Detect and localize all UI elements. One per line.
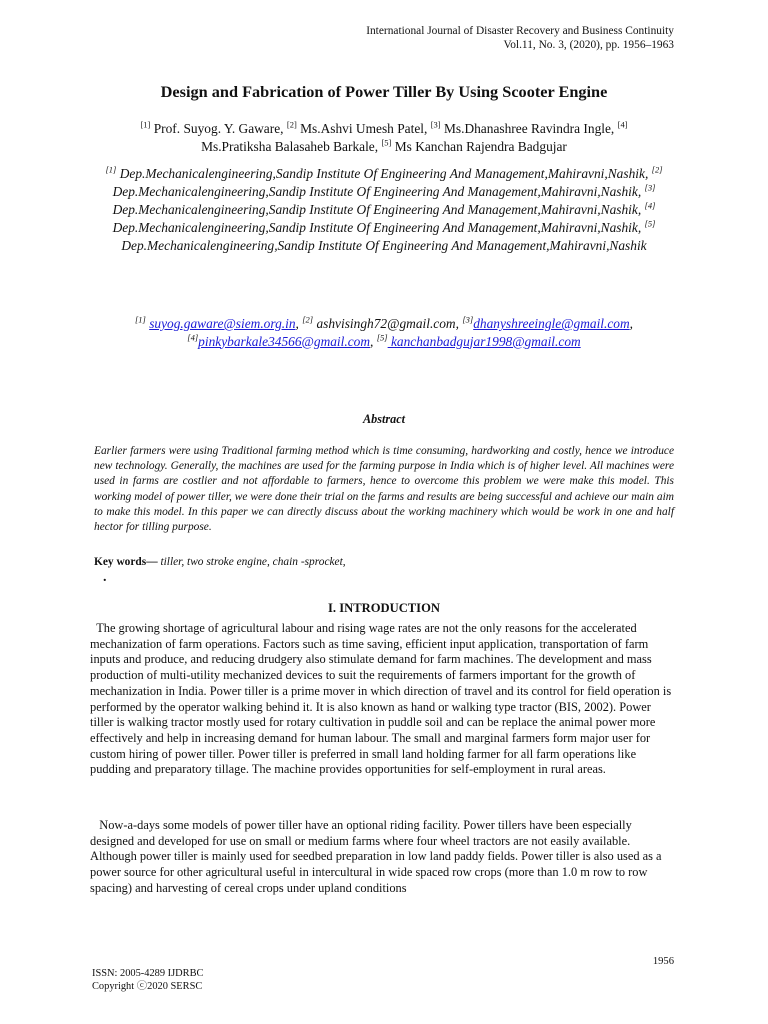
journal-name: International Journal of Disaster Recovery and Business Continuity [366, 25, 674, 37]
affiliation-text: Dep.Mechanicalengineering,Sandip Institute Of Engineering And Management,Mahiravni,Nashik [121, 238, 647, 253]
email-separator: , [295, 316, 303, 331]
email-list [40, 315, 728, 350]
author-list [60, 120, 708, 156]
volume-info: Vol.11, No. 3, (2020), pp. 1956–1963 [503, 39, 674, 51]
intro-paragraph-1: The growing shortage of agricultural labour and rising wage rates are not the only reasons for the accelerated mechanization of farm operations. Factors such as time saving, efficient input application, transportation of farm inputs and produce, and reducing drudgery also stimulate demand for farm machines. The development and mass production of multi-utility mechanized devices to suit the requirements of farmers important for the growth of mechanization in India. Power tiller is a prime mover in which direction of travel and its control for field operation is performed by the operator walking behind it. It is also known as hand or walking type tractor (BIS, 2002). Power tiller is walking tractor mostly used for rotary cultivation in puddle soil and can be replace the animal power more effectively and help in increasing demand for human labour. The small and marginal farmers form major user for custom hiring of power tiller. Power tiller is preferred in small land holding farmer for all farm operations like pudding and preparatory tillage. The machine provides opportunities for self-employment in rural areas. [90, 621, 672, 777]
affiliation-mark: [3] [644, 182, 656, 193]
intro-paragraph-2: Now-a-days some models of power tiller have an optional riding facility. Power tillers have been especially designed and developed for use on small or medium farms where four wheel tractors are not easily available. Although power tiller is mainly used for seedbed preparation in low land paddy fields. Power tiller is also used as a power source for other agricultural useful in intercultural in wide spaced row crops (more than 1.0 m row to row spacing) and harvesting of cereal crops under upland conditions [90, 818, 662, 895]
affiliation-mark: [1] [105, 164, 117, 175]
email-mark: [5] [376, 332, 388, 343]
affiliation-text: Dep.Mechanicalengineering,Sandip Institute Of Engineering And Management,Mahiravni,Nashik, [112, 202, 645, 217]
email-link-4[interactable]: pinkybarkale34566@gmail.com [198, 333, 371, 349]
email-mark: [3] [462, 314, 474, 325]
author-name: Ms Kanchan Rajendra Badgujar [391, 139, 567, 154]
author-name: Ms.Dhanashree Ravindra Ingle, [440, 121, 618, 136]
abstract-heading: Abstract [363, 412, 405, 426]
affiliation-mark: [2] [651, 164, 663, 175]
email-separator: , [455, 316, 463, 331]
email-mark: [4] [187, 332, 199, 343]
author-name: Ms.Pratiksha Balasaheb Barkale, [201, 139, 382, 154]
keywords-label: Key words— [94, 556, 158, 568]
author-name: Ms.Ashvi Umesh Patel, [296, 121, 431, 136]
issn-text: ISSN: 2005-4289 IJDRBC [92, 968, 204, 979]
affiliation-text: Dep.Mechanicalengineering,Sandip Institute Of Engineering And Management,Mahiravni,Nashik, [112, 184, 645, 199]
author-mark: [3] [430, 119, 441, 130]
abstract-body: Earlier farmers were using Traditional farming method which is time consuming, hardworking and costly, hence we introduce new technology. Generally, the machines are used for the farming purpose in India which is of higher level. All machines were used in farms are costlier and not affordable to farmers, hence to overcome this problem we were make this model. This working model of power tiller, we were done their trial on the farms and results are being successful and achieve our main aim to make this model. In this paper we can directly discuss about the working machinery which would be work in one and half hector for tilling purpose. [94, 445, 674, 534]
email-text-2: ashvisingh72@gmail.com [313, 316, 456, 331]
keywords-text: tiller, two stroke engine, chain -sprocket, [157, 556, 346, 568]
affiliation-mark: [5] [644, 218, 656, 229]
affiliation-mark: [4] [644, 200, 656, 211]
keywords-line [94, 555, 346, 570]
page-number: 1956 [652, 956, 674, 967]
bullet-dot: . [103, 570, 107, 585]
section-heading: I. INTRODUCTION [328, 601, 440, 615]
footer-info [92, 967, 203, 993]
affiliation-text: Dep.Mechanicalengineering,Sandip Institute Of Engineering And Management,Mahiravni,Nashik, [112, 220, 645, 235]
email-link-3[interactable]: dhanyshreeingle@gmail.com [473, 316, 630, 331]
author-mark: [2] [286, 119, 297, 130]
email-separator: , [370, 333, 377, 349]
email-link-1[interactable]: suyog.gaware@siem.org.in [149, 316, 296, 331]
email-separator: , [629, 316, 634, 331]
copyright-text: Copyright ⓒ2020 SERSC [92, 981, 203, 992]
paper-title: Design and Fabrication of Power Tiller By Using Scooter Engine [160, 82, 608, 101]
email-mark: [2] [302, 314, 314, 325]
affiliation-text: Dep.Mechanicalengineering,Sandip Institute Of Engineering And Management,Mahiravni,Nashik, [116, 166, 652, 181]
author-mark: [1] [140, 119, 151, 130]
affiliation-list [84, 165, 684, 255]
author-mark: [4] [617, 119, 628, 130]
author-name: Prof. Suyog. Y. Gaware, [150, 121, 287, 136]
email-mark: [1] [134, 314, 146, 325]
author-mark: [5] [381, 137, 392, 148]
running-header [366, 24, 674, 52]
email-link-5[interactable]: kanchanbadgujar1998@gmail.com [387, 333, 581, 349]
